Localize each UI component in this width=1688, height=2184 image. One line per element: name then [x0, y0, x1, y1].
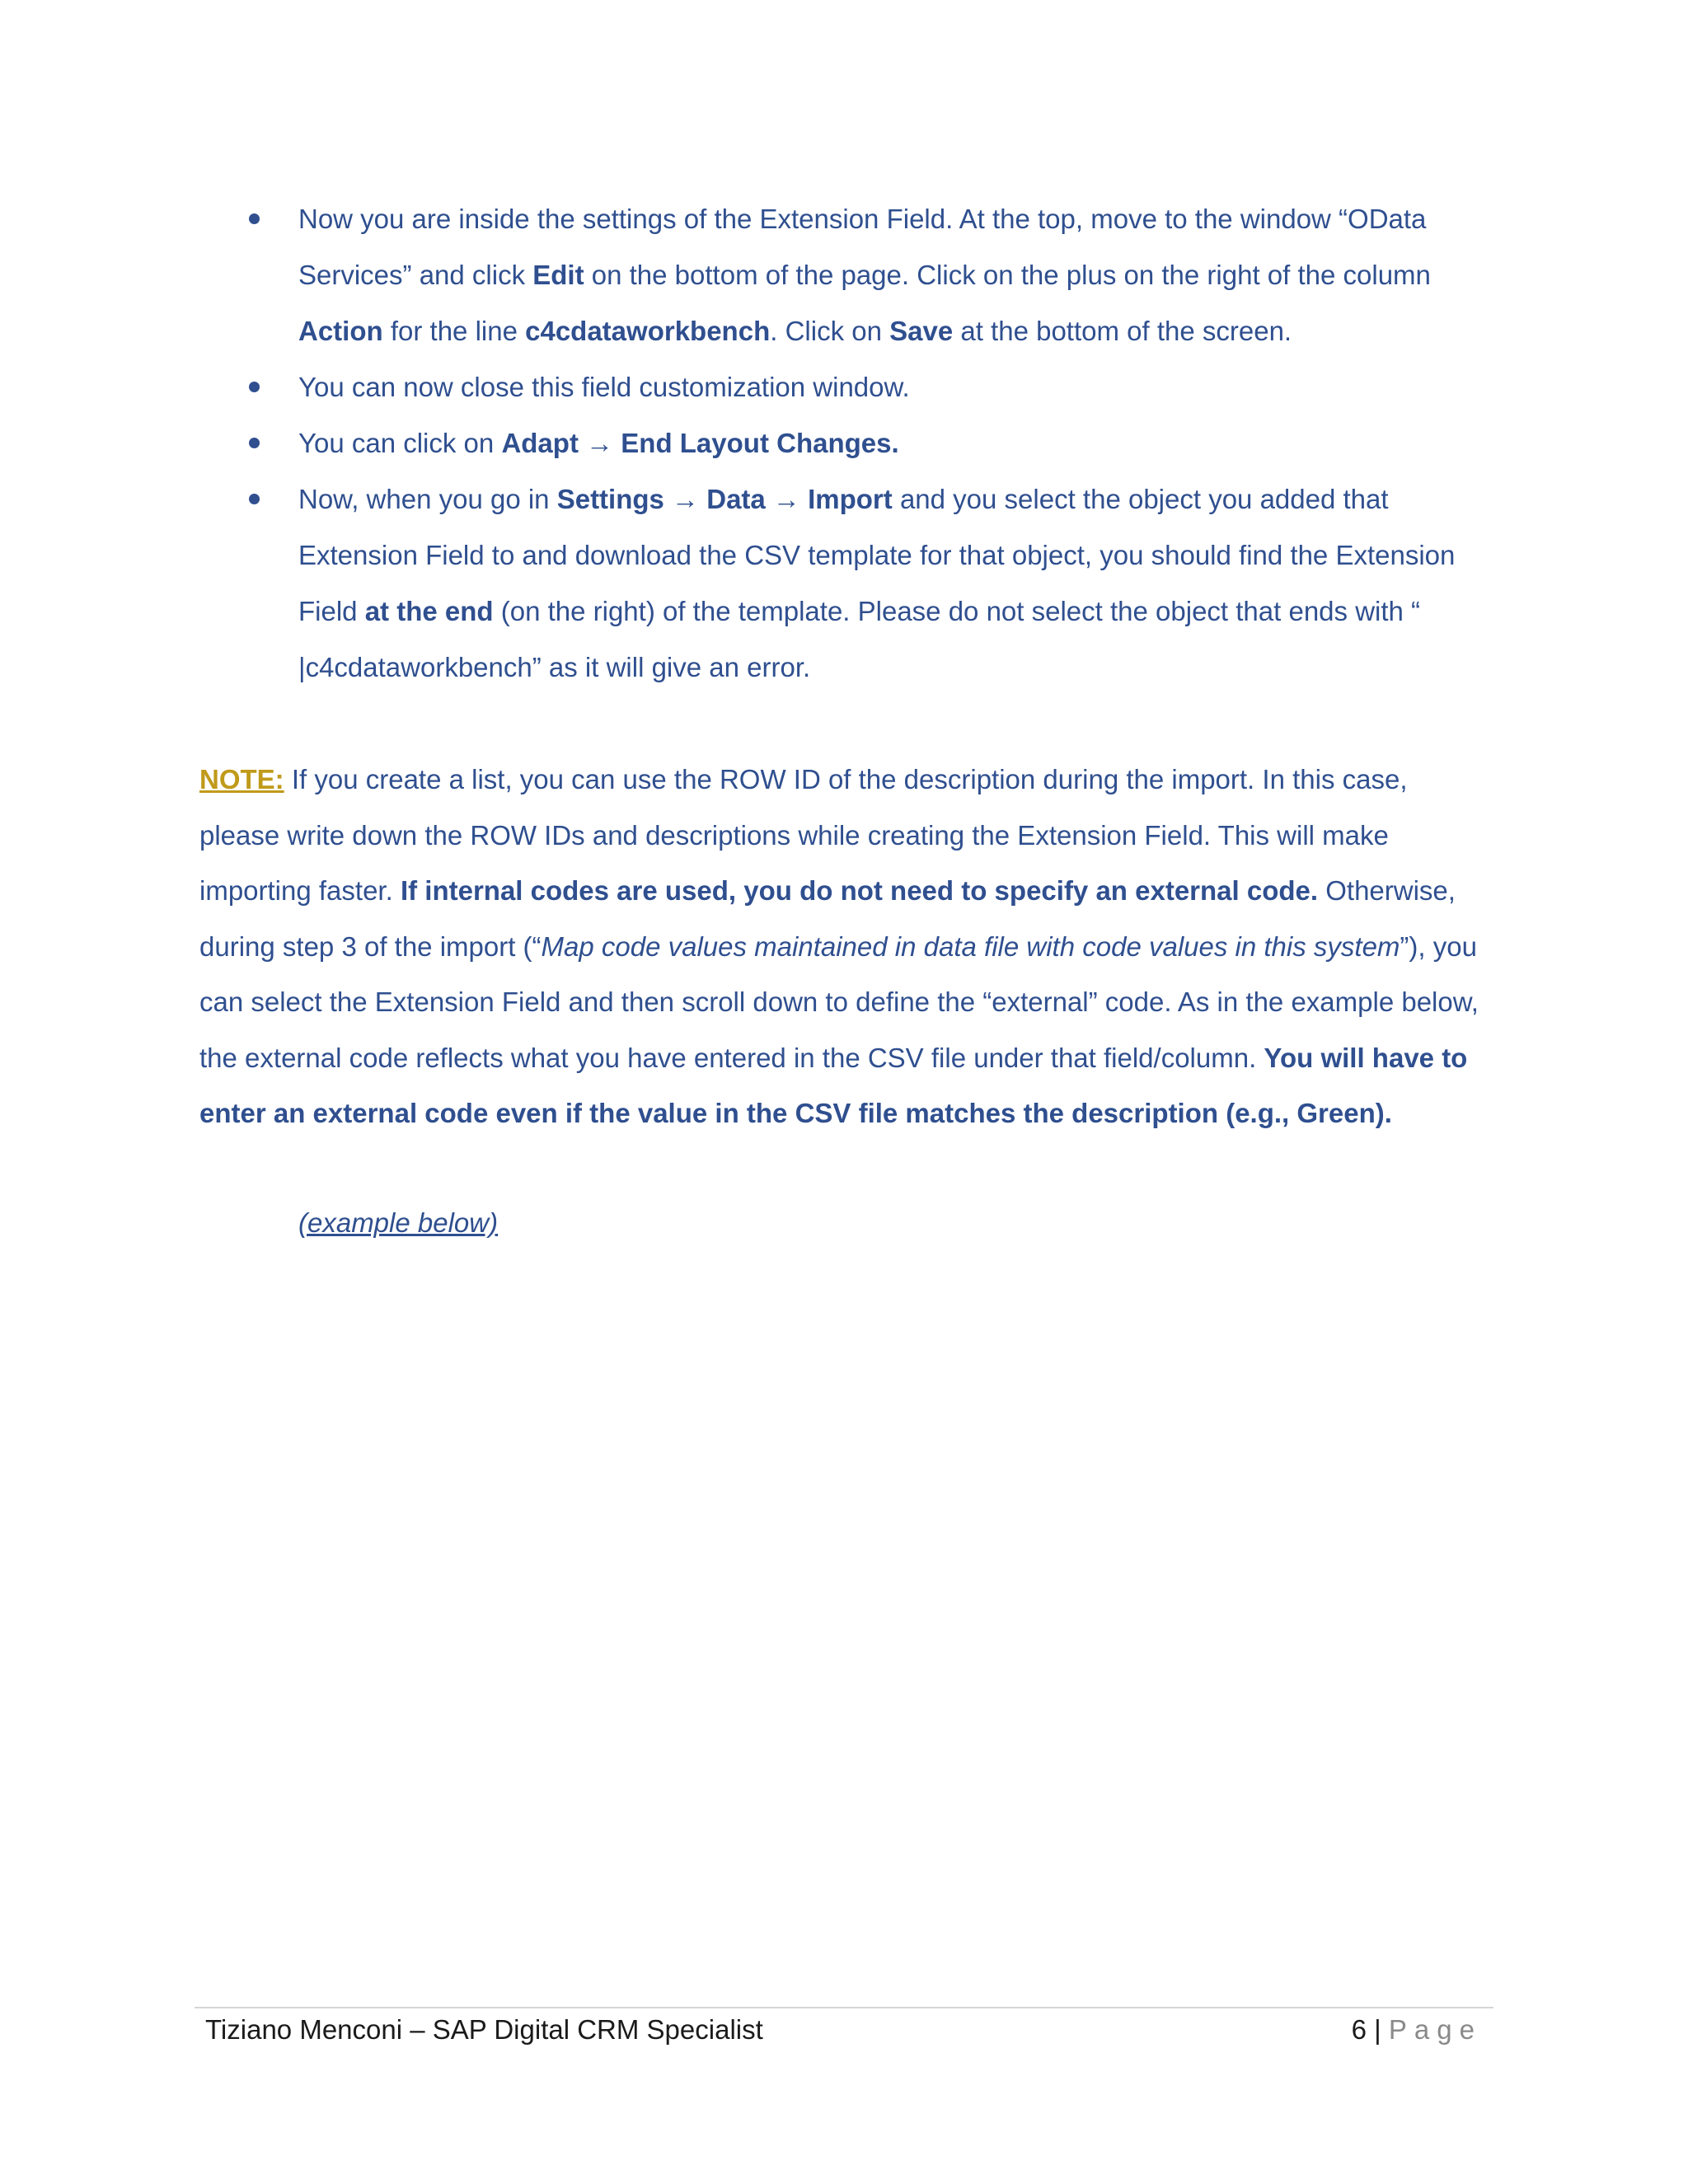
- item-text: You can click on: [298, 428, 502, 458]
- page-word: Page: [1388, 2014, 1482, 2045]
- item-text: . Click on: [770, 316, 890, 346]
- item-text: (on the right) of the template. Please do not select the object that ends with “ |c4cdataworkbench” as it will give an error.: [298, 596, 1421, 682]
- item-bold: at the end: [364, 596, 494, 626]
- note-paragraph: [199, 752, 1493, 1141]
- footer-divider: [195, 2007, 1493, 2008]
- item-bold: Edit: [532, 260, 584, 290]
- arrow-icon: →: [578, 428, 621, 458]
- item-text: at the bottom of the screen.: [953, 316, 1292, 346]
- footer-author: Tiziano Menconi – SAP Digital CRM Specialist: [205, 2014, 763, 2045]
- item-text: for the line: [382, 316, 526, 346]
- list-item: [199, 359, 1485, 415]
- item-bold: Settings: [556, 484, 664, 514]
- note-bold: If internal codes are used, you do not need to specify an external code.: [400, 875, 1319, 906]
- list-item: [199, 191, 1485, 359]
- footer-page-number: [1352, 2012, 1482, 2048]
- item-text: on the bottom of the page. Click on the plus on the right of the column: [584, 260, 1431, 290]
- bullet-icon: [249, 382, 260, 392]
- note-label: NOTE:: [199, 764, 284, 794]
- item-text: Now you are inside the settings of the Extension Field. At the top, move to the window “OData Services” and click: [298, 204, 1427, 290]
- note-text: If you create a list, you can use the ROW ID of the description during the import. In this case, please write down the ROW IDs and descriptions while creating the Extension Field. This will make importing faster.: [199, 764, 1408, 906]
- bullet-icon: [249, 213, 260, 224]
- page-separator: |: [1367, 2014, 1389, 2045]
- note-text: Otherwise, during step 3 of the import (“: [199, 875, 1456, 962]
- note-bold: You will have to enter an external code even if the value in the CSV file matches the description (e.g., Green).: [199, 1042, 1468, 1128]
- item-text: You can now close this field customization window.: [298, 372, 910, 402]
- item-bold: Data: [706, 484, 766, 514]
- example-link[interactable]: (example below): [298, 1207, 499, 1238]
- item-text: and you select the object you added that Extension Field to and download the CSV template for that object, you should find the Extension Field: [298, 484, 1456, 626]
- note-italic: Map code values maintained in data file with code values in this system: [541, 930, 1400, 962]
- item-bold: Save: [889, 316, 954, 346]
- item-text: Now, when you go in: [298, 484, 557, 514]
- list-item: [199, 415, 1485, 471]
- list-item: [199, 471, 1485, 696]
- page-number: 6: [1351, 2014, 1367, 2045]
- arrow-icon: →: [663, 484, 707, 514]
- arrow-icon: →: [765, 484, 809, 514]
- item-bold: Import: [808, 484, 893, 514]
- bullet-icon: [249, 494, 260, 504]
- bullet-icon: [249, 438, 260, 448]
- item-bold: End Layout Changes.: [621, 428, 899, 458]
- item-bold: Adapt: [501, 428, 579, 458]
- item-bold: c4cdataworkbench: [525, 316, 771, 346]
- instruction-list: [199, 191, 1485, 696]
- item-bold: Action: [298, 316, 383, 346]
- note-text: ”), you can select the Extension Field and then scroll down to define the “external” code. As in the example below, the external code reflects what you have entered in the CSV file under that field/column.: [199, 930, 1479, 1073]
